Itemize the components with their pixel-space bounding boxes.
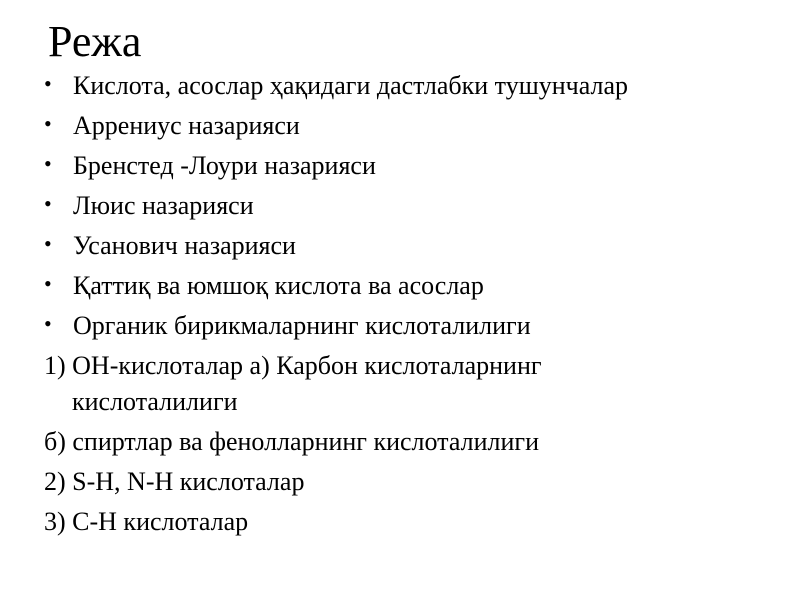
bullet-text: Люис назарияси xyxy=(73,191,254,220)
numbered-text: 2) S-H, N-H кислоталар xyxy=(44,467,305,496)
numbered-text: б) спиртлар ва фенолларнинг кислоталилиги xyxy=(44,427,539,456)
slide-content xyxy=(44,66,764,542)
bullet-text: Қаттиқ ва юмшоқ кислота ва асослар xyxy=(73,271,484,300)
bullet-icon: • xyxy=(44,191,52,216)
bullet-text: Кислота, асослар ҳақидаги дастлабки тушунчалар xyxy=(73,71,628,100)
bullet-icon: • xyxy=(44,231,52,256)
numbered-item xyxy=(44,346,764,422)
bullet-text: Органик бирикмаларнинг кислоталилиги xyxy=(73,311,531,340)
bullet-item xyxy=(44,186,764,226)
bullet-text: Бренстед -Лоури назарияси xyxy=(73,151,376,180)
bullet-icon: • xyxy=(44,151,52,176)
numbered-text-continuation: кислоталилиги xyxy=(72,387,238,416)
bullet-item xyxy=(44,306,764,346)
numbered-item xyxy=(44,422,764,462)
bullet-icon: • xyxy=(44,71,52,96)
bullet-item xyxy=(44,266,764,306)
bullet-icon: • xyxy=(44,311,52,336)
bullet-item xyxy=(44,226,764,266)
numbered-text: 1) ОН-кислоталар а) Карбон кислоталарнинг xyxy=(44,351,542,380)
numbered-text: 3) С-Н кислоталар xyxy=(44,507,249,536)
bullet-text: Аррениус назарияси xyxy=(73,111,300,140)
bullet-icon: • xyxy=(44,111,52,136)
bullet-icon: • xyxy=(44,271,52,296)
numbered-item xyxy=(44,502,764,542)
slide-title: Режа xyxy=(48,17,142,66)
bullet-item xyxy=(44,66,764,106)
numbered-item xyxy=(44,462,764,502)
bullet-item xyxy=(44,146,764,186)
bullet-text: Усанович назарияси xyxy=(73,231,296,260)
bullet-item xyxy=(44,106,764,146)
